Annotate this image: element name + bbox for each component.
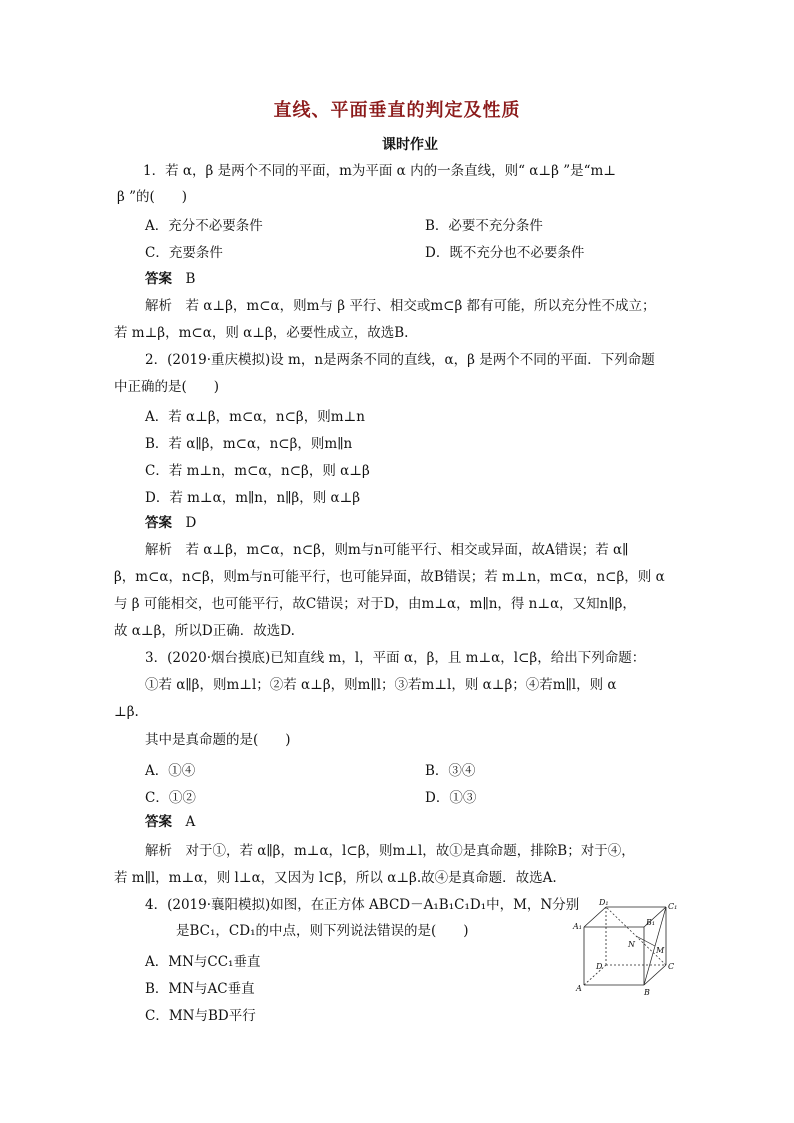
q2-stem-line2: 中正确的是( ) <box>114 379 220 395</box>
q2-analysis-line4: 故 α⊥β，所以D正确．故选D. <box>114 623 295 639</box>
label-a: A <box>576 984 582 993</box>
q2-option-d: D．若 m⊥α，m∥n，n∥β，则 α⊥β <box>145 490 361 506</box>
q2-option-a: A．若 α⊥β，m⊂α，n⊂β，则m⊥n <box>145 409 365 425</box>
label-d: D <box>596 962 603 971</box>
label-b1: B₁ <box>646 918 656 927</box>
page-title: 直线、平面垂直的判定及性质 <box>273 100 521 121</box>
label-a1: A₁ <box>573 922 582 931</box>
label-b: B <box>644 988 650 997</box>
q4-stem-line1: 4．(2019·襄阳模拟)如图，在正方体 ABCD－A₁B₁C₁D₁中，M，N分别 <box>145 897 580 913</box>
q3-analysis-line1: 解析 对于①，若 α∥β，m⊥α，l⊂β，则m⊥l，故①是真命题，排除B；对于④， <box>145 843 635 859</box>
q2-analysis-line2: β，m⊂α，n⊂β，则m与n可能平行，也可能异面，故B错误；若 m⊥n，m⊂α，n⊂β，则 α <box>114 569 665 585</box>
q1-answer-label: 答案 <box>145 271 172 287</box>
q1-analysis-line1: 解析 若 α⊥β，m⊂α，则m与 β 平行、相交或m⊂β 都有可能，所以充分性不成立； <box>145 298 656 314</box>
q3-option-d: D．①③ <box>425 790 477 806</box>
q1-answer-value: B <box>185 271 196 287</box>
q2-option-b: B．若 α∥β，m⊂α，n⊂β，则m∥n <box>145 436 353 452</box>
cube-figure <box>566 895 684 1000</box>
q4-stem-line2: 是BC₁，CD₁的中点，则下列说法错误的是( ) <box>176 923 469 939</box>
label-c1: C₁ <box>668 902 678 911</box>
q4-option-c: C．MN与BD平行 <box>145 1008 256 1024</box>
q3-analysis-line2: 若 m∥l，m⊥α，则 l⊥α，又因为 l⊂β，所以 α⊥β.故④是真命题．故选A. <box>114 870 557 886</box>
label-c: C <box>668 962 675 971</box>
q4-option-b: B．MN与AC垂直 <box>145 981 255 997</box>
q3-stem-line2: ①若 α∥β，则m⊥l；②若 α⊥β，则m∥l；③若m⊥l，则 α⊥β；④若m∥l，则 α <box>145 677 617 693</box>
q2-stem-line1: 2．(2019·重庆模拟)设 m，n是两条不同的直线，α，β 是两个不同的平面．下列命题 <box>145 352 655 368</box>
label-d1: D₁ <box>599 898 609 907</box>
page-subtitle: 课时作业 <box>382 137 438 153</box>
q1-stem-line2: β ”的( ) <box>117 189 188 205</box>
q1-stem-line1: 1．若 α，β 是两个不同的平面，m为平面 α 内的一条直线，则“ α⊥β ”是“m⊥ <box>143 163 616 179</box>
q2-answer <box>145 514 196 532</box>
q4-option-a: A．MN与CC₁垂直 <box>145 954 261 970</box>
q1-option-a: A．充分不必要条件 <box>145 218 263 234</box>
q1-option-d: D．既不充分也不必要条件 <box>425 245 585 261</box>
q3-stem-line4: 其中是真命题的是( ) <box>145 732 291 748</box>
q2-answer-value: D <box>185 515 197 531</box>
q3-option-c: C．①② <box>145 790 196 806</box>
q1-analysis-line2: 若 m⊥β，m⊂α，则 α⊥β，必要性成立，故选B. <box>114 325 409 341</box>
q2-answer-label: 答案 <box>145 515 172 531</box>
q2-option-c: C．若 m⊥n，m⊂α，n⊂β，则 α⊥β <box>145 463 370 479</box>
q1-option-c: C．充要条件 <box>145 245 223 261</box>
cube-diagram <box>566 895 684 1000</box>
q3-option-b: B．③④ <box>425 763 476 779</box>
label-n: N <box>628 940 635 949</box>
q2-analysis-line3: 与 β 可能相交，也可能平行，故C错误；对于D，由m⊥α，m∥n，得 n⊥α，又知n∥β， <box>114 596 636 612</box>
q3-answer <box>145 813 195 831</box>
label-m: M <box>656 946 665 955</box>
q3-answer-label: 答案 <box>145 814 172 830</box>
q3-answer-value: A <box>185 814 196 830</box>
q3-stem-line1: 3．(2020·烟台摸底)已知直线 m，l，平面 α，β，且 m⊥α，l⊂β，给出下列命题： <box>145 650 646 666</box>
q1-option-b: B．必要不充分条件 <box>425 218 543 234</box>
q1-answer <box>145 270 195 288</box>
q3-stem-line3: ⊥β. <box>114 704 139 720</box>
q2-analysis-line1: 解析 若 α⊥β，m⊂α，n⊂β，则m与n可能平行、相交或异面，故A错误；若 α∥ <box>145 542 629 558</box>
q3-option-a: A．①④ <box>145 763 196 779</box>
